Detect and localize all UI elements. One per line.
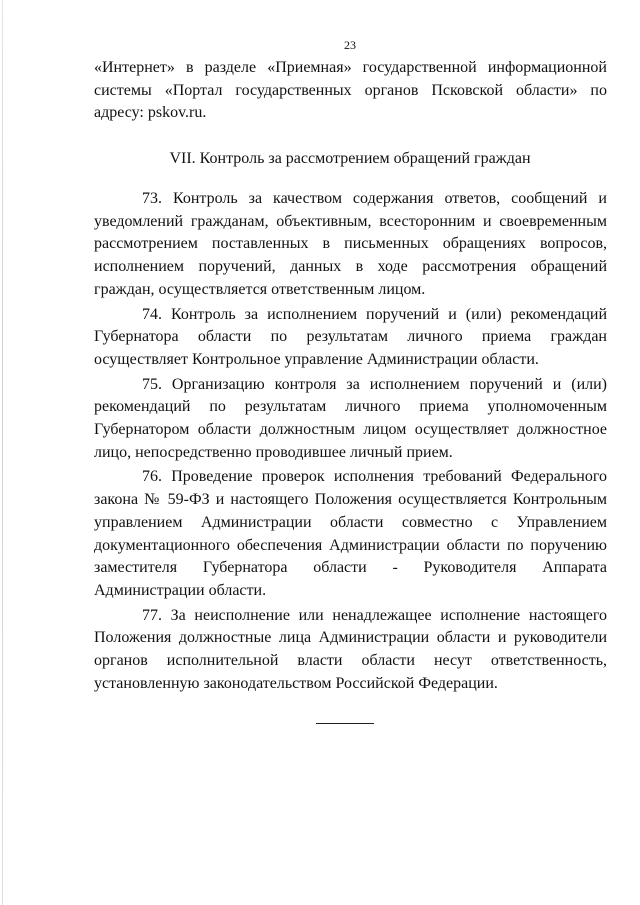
- paragraph-74: 74. Контроль за исполнением поручений и (или) рекомендаций Губернатора области по результатам личного приема граждан осуществляет Контрольное управление Администрации области.: [94, 305, 607, 368]
- page-number: 23: [344, 38, 356, 52]
- section-body: [94, 188, 607, 697]
- end-of-document-rule: [316, 723, 374, 724]
- paragraph-75: 75. Организацию контроля за исполнением поручений и (или) рекомендаций по результатам личного приема уполномоченным Губернатором области должностным лицом осуществляет должностное лицо, непосредственно проводившее личный прием.: [94, 375, 607, 461]
- paragraph-77: 77. За неисполнение или ненадлежащее исполнение настоящего Положения должностные лица Администрации области и руководители органов исполнительной власти области несут ответственность, установленную законодательством Российской Федерации.: [94, 606, 607, 692]
- intro-paragraph: «Интернет» в разделе «Приемная» государственной информационной системы «Портал государственных органов Псковской области» по адресу: pskov.ru.: [94, 59, 607, 122]
- paragraph-73: 73. Контроль за качеством содержания ответов, сообщений и уведомлений гражданам, объективным, всесторонним и своевременным рассмотрением поставленных в письменных обращениях вопросов, исполнением поручений, данных в ходе рассмотрения обращений граждан, осуществляется ответственным лицом.: [94, 190, 607, 298]
- paragraph-76: 76. Проведение проверок исполнения требований Федерального закона № 59-ФЗ и настоящего Положения осуществляется Контрольным управлением Администрации области совместно с Управлением документационного обеспечения Администрации области по поручению заместителя Губернатора области - Руководителя Аппарата Администрации области.: [94, 468, 607, 599]
- section-heading: VII. Контроль за рассмотрением обращений граждан: [169, 150, 531, 167]
- scan-edge-line: [2, 0, 3, 905]
- intro-block: [94, 57, 607, 127]
